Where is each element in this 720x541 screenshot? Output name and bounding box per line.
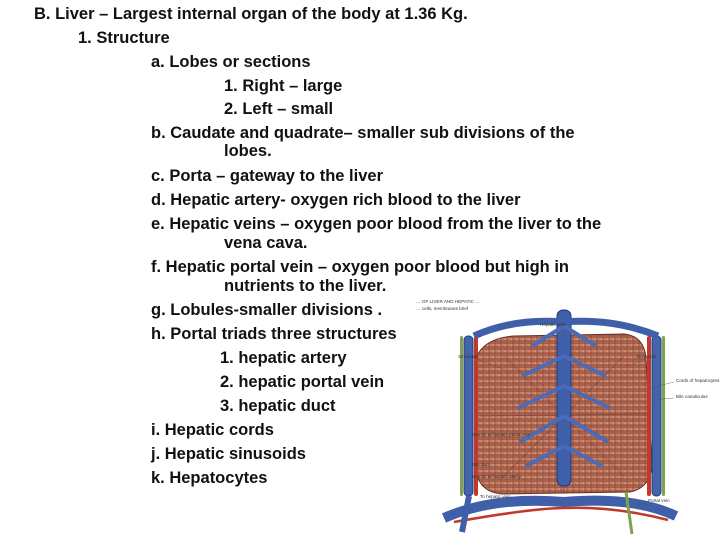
outline-item-c: c. Porta – gateway to the liver xyxy=(151,167,383,185)
outline-subitem: 1. hepatic artery xyxy=(220,349,347,367)
label-branch-portal: Branch of hepatic portal vein xyxy=(472,432,531,437)
label-bile-duct: Bile duct xyxy=(472,462,490,467)
outline-item-i: i. Hepatic cords xyxy=(151,421,274,439)
outline-wrap: nutrients to the liver. xyxy=(224,277,387,295)
figure-header: … cells, membranes brief xyxy=(416,306,469,311)
outline-item-b: b. Caudate and quadrate– smaller sub divisions of the xyxy=(151,124,575,142)
label-sinusoids-right: Sinusoids xyxy=(636,354,656,359)
portal-vein-vessel xyxy=(444,501,676,518)
outline-item-j: j. Hepatic sinusoids xyxy=(151,445,306,463)
label-cords: Cords of hepatocytes xyxy=(676,378,720,383)
outline-item-k: k. Hepatocytes xyxy=(151,469,268,487)
outline-item-f: f. Hepatic portal vein – oxygen poor blood but high in xyxy=(151,258,570,276)
label-branch-artery: Branch of hepatic artery xyxy=(472,474,521,479)
liver-lobule-illustration xyxy=(414,296,720,536)
outline-level-1: 1. Structure xyxy=(78,29,170,47)
label-portal-vein: Portal vein xyxy=(648,498,670,503)
label-hepatic-vein: Hepatic vein xyxy=(540,322,566,327)
label-sinusoids: Sinusoids xyxy=(458,354,478,359)
portal-triad-right xyxy=(647,336,665,496)
figure-header: … OF LIVER AND HEPATIC … xyxy=(416,299,480,304)
outline-item-h: h. Portal triads three structures xyxy=(151,325,397,343)
outline-subitem: 2. Left – small xyxy=(224,100,334,118)
outline-item-a: a. Lobes or sections xyxy=(151,53,311,71)
portal-triad-left xyxy=(460,336,478,496)
outline-item-e: e. Hepatic veins – oxygen poor blood from the liver to the xyxy=(151,215,602,233)
outline-wrap: lobes. xyxy=(224,142,272,160)
outline-subitem: 2. hepatic portal vein xyxy=(220,373,385,391)
outline-subitem: 1. Right – large xyxy=(224,77,343,95)
outline-wrap: vena cava. xyxy=(224,234,308,252)
slide-heading: B. Liver – Largest internal organ of the body at 1.36 Kg. xyxy=(34,5,468,23)
outline-item-g: g. Lobules-smaller divisions . xyxy=(151,301,383,319)
outline-subitem: 3. hepatic duct xyxy=(220,397,336,415)
label-to-hepatic-vein: To hepatic vein xyxy=(480,494,511,499)
lower-left-vessel xyxy=(462,496,469,532)
outline-item-d: d. Hepatic artery- oxygen rich blood to the liver xyxy=(151,191,521,209)
label-bile-canaliculus: Bile canaliculus xyxy=(676,394,708,399)
